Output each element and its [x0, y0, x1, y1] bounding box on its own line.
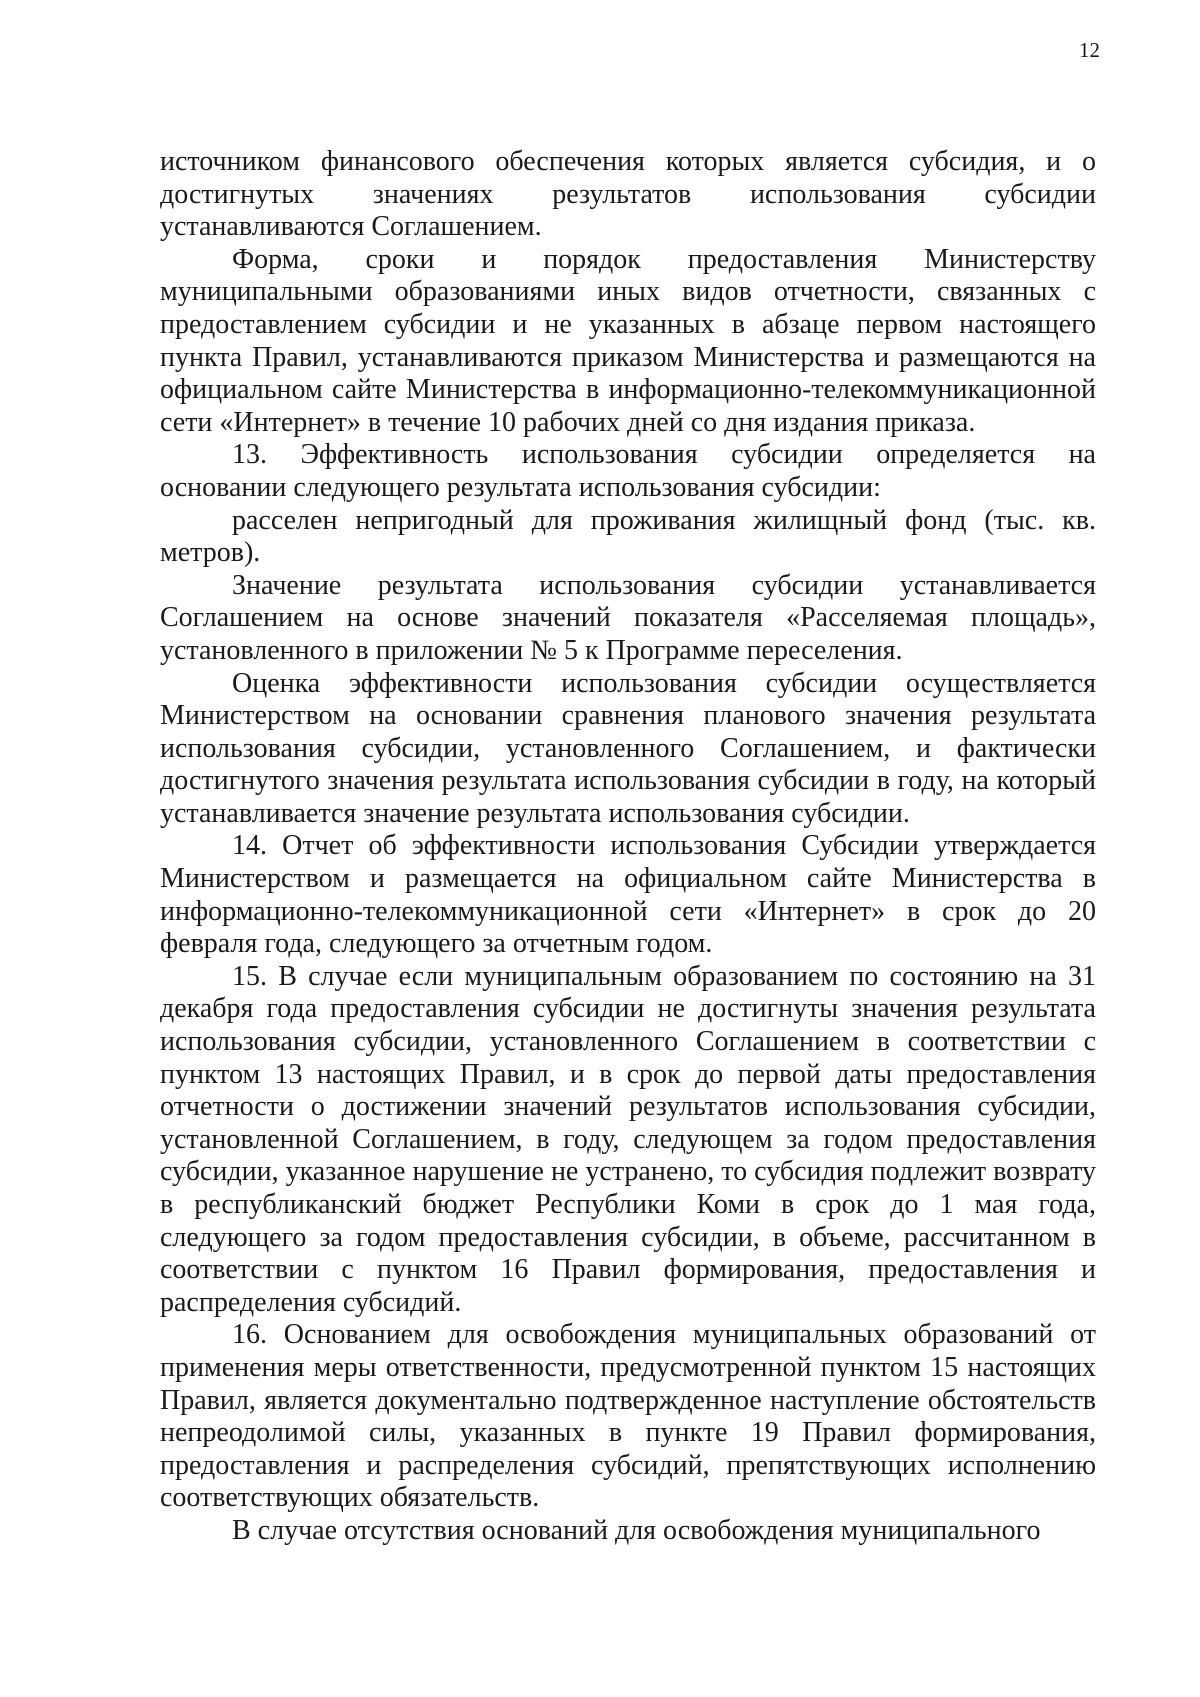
paragraph-result-value: Значение результата использования субсидии устанавливается Соглашением на основе значений показателя «Расселяемая площадь», установленного в приложении № 5 к Программе переселения. [160, 569, 1096, 666]
paragraph-item-13: 13. Эффективность использования субсидии определяется на основании следующего результата использования субсидии: [160, 439, 1096, 503]
paragraph-item-14: 14. Отчет об эффективности использования Субсидии утверждается Министерством и размещается на официальном сайте Министерства в информационно-телекоммуникационной сети «Интернет» в срок до 20 февраля года, следующего за отчетным годом. [160, 830, 1096, 960]
paragraph-reporting-forms: Форма, сроки и порядок предоставления Министерству муниципальными образованиями иных видов отчетности, связанных с предоставлением субсидии и не указанных в абзаце первом настоящего пункта Правил, устанавливаются приказом Министерства и размещаются на официальном сайте Министерства в информационно-телекоммуникационной сети «Интернет» в течение 10 рабочих дней со дня издания приказа. [160, 243, 1096, 438]
paragraph-continuation: источником финансового обеспечения которых является субсидия, и о достигнутых значениях результатов использования субсидии устанавливаются Соглашением. [160, 146, 1096, 243]
paragraph-result-definition: расселен непригодный для проживания жилищный фонд (тыс. кв. метров). [160, 504, 1096, 569]
page-number: 12 [1079, 38, 1100, 62]
paragraph-efficiency-assessment: Оценка эффективности использования субсидии осуществляется Министерством на основании сравнения планового значения результата использования субсидии, установленного Соглашением, и фактически достигнутого значения результата использования субсидии в году, на который устанавливается значение результата использования субсидии. [160, 667, 1096, 829]
paragraph-item-15: 15. В случае если муниципальным образованием по состоянию на 31 декабря года предоставления субсидии не достигнуты значения результата использования субсидии, установленного Соглашением в соответствии с пунктом 13 настоящих Правил, и в срок до первой даты предоставления отчетности о достижении значений результатов использования субсидии, установленной Соглашением, в году, следующем за годом предоставления субсидии, указанное нарушение не устранено, то субсидия подлежит возврату в республиканский бюджет Республики Коми в срок до 1 мая года, следующего за годом предоставления субсидии, в объеме, рассчитанном в соответствии с пунктом 16 Правил формирования, предоставления и распределения субсидий. [160, 960, 1096, 1318]
document-body [160, 146, 1096, 1548]
paragraph-final-partial: В случае отсутствия оснований для освобождения муниципального [232, 1514, 1041, 1546]
paragraph-item-16: 16. Основанием для освобождения муниципальных образований от применения меры ответственности, предусмотренной пунктом 15 настоящих Правил, является документально подтвержденное наступление обстоятельств непреодолимой силы, указанных в пункте 19 Правил формирования, предоставления и распределения субсидий, препятствующих исполнению соответствующих обязательств. [160, 1319, 1096, 1514]
